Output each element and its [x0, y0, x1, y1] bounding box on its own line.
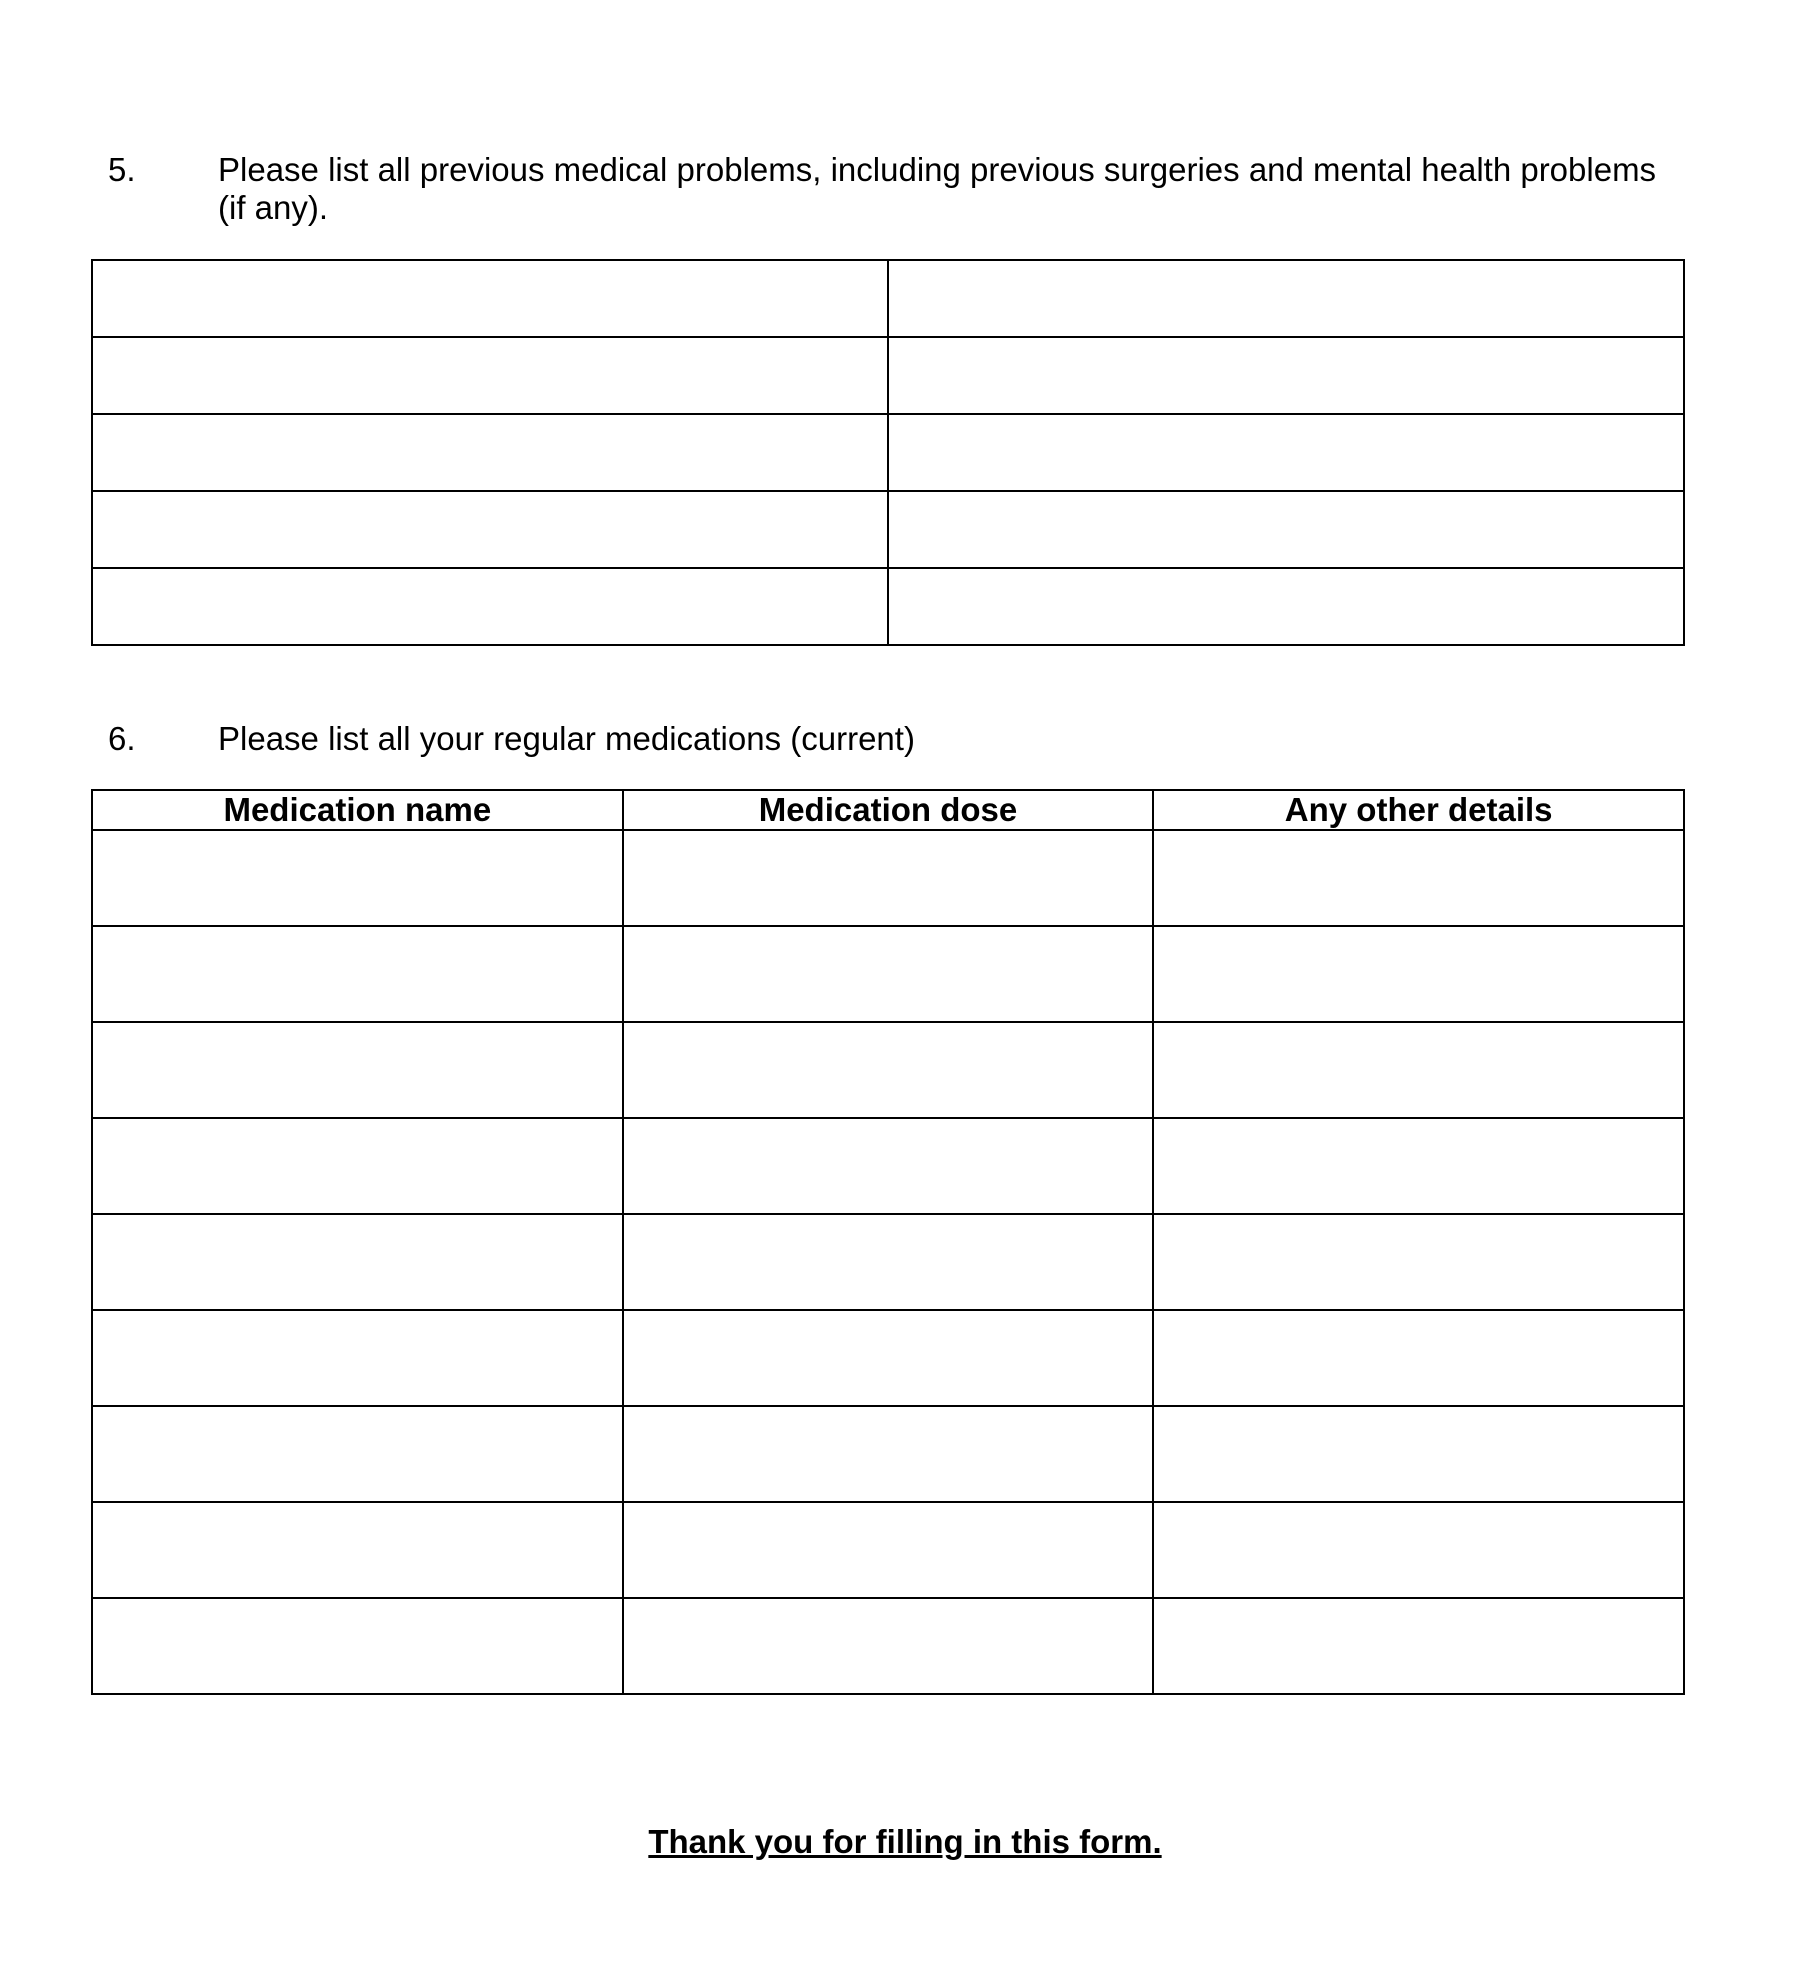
medication-row: [92, 1502, 1684, 1598]
other-details-cell[interactable]: [1153, 1406, 1684, 1502]
history-row: [92, 568, 1684, 645]
question-6-number: 6.: [108, 720, 136, 757]
history-row: [92, 337, 1684, 414]
header-medication-dose: Medication dose: [623, 790, 1154, 830]
question-6-text: Please list all your regular medications (current): [218, 720, 915, 757]
history-cell[interactable]: [92, 568, 888, 645]
other-details-cell[interactable]: [1153, 1118, 1684, 1214]
history-cell[interactable]: [888, 491, 1684, 568]
history-cell[interactable]: [92, 491, 888, 568]
history-cell[interactable]: [92, 337, 888, 414]
question-5-text: [218, 151, 1810, 227]
history-cell[interactable]: [92, 260, 888, 337]
history-row: [92, 260, 1684, 337]
medication-name-cell[interactable]: [92, 1598, 623, 1694]
medication-name-cell[interactable]: [92, 1502, 623, 1598]
other-details-cell[interactable]: [1153, 926, 1684, 1022]
medication-dose-cell[interactable]: [623, 1022, 1154, 1118]
medication-dose-cell[interactable]: [623, 1598, 1154, 1694]
medication-row: [92, 1406, 1684, 1502]
header-other-details: Any other details: [1153, 790, 1684, 830]
medication-row: [92, 830, 1684, 926]
history-cell[interactable]: [888, 414, 1684, 491]
medication-name-cell[interactable]: [92, 1022, 623, 1118]
medication-name-cell[interactable]: [92, 1118, 623, 1214]
medication-name-cell[interactable]: [92, 1310, 623, 1406]
question-5-number: 5.: [108, 151, 136, 188]
medication-row: [92, 1598, 1684, 1694]
other-details-cell[interactable]: [1153, 830, 1684, 926]
question-5-text-line2: (if any).: [218, 189, 329, 226]
medication-name-cell[interactable]: [92, 1214, 623, 1310]
medication-dose-cell[interactable]: [623, 1118, 1154, 1214]
medication-row: [92, 926, 1684, 1022]
header-medication-name: Medication name: [92, 790, 623, 830]
medication-dose-cell[interactable]: [623, 1502, 1154, 1598]
medication-dose-cell[interactable]: [623, 1406, 1154, 1502]
history-row: [92, 414, 1684, 491]
medications-table: [91, 789, 1685, 1695]
medication-dose-cell[interactable]: [623, 926, 1154, 1022]
medication-row: [92, 1214, 1684, 1310]
history-cell[interactable]: [888, 337, 1684, 414]
other-details-cell[interactable]: [1153, 1022, 1684, 1118]
medication-dose-cell[interactable]: [623, 1214, 1154, 1310]
question-5-text-line1: Please list all previous medical problems, including previous surgeries and mental health problems: [218, 151, 1657, 188]
medication-dose-cell[interactable]: [623, 1310, 1154, 1406]
other-details-cell[interactable]: [1153, 1214, 1684, 1310]
medication-dose-cell[interactable]: [623, 830, 1154, 926]
medications-header-row: [92, 790, 1684, 830]
medication-name-cell[interactable]: [92, 1406, 623, 1502]
medication-name-cell[interactable]: [92, 926, 623, 1022]
other-details-cell[interactable]: [1153, 1502, 1684, 1598]
other-details-cell[interactable]: [1153, 1310, 1684, 1406]
history-cell[interactable]: [888, 260, 1684, 337]
medication-row: [92, 1022, 1684, 1118]
medication-row: [92, 1310, 1684, 1406]
medication-name-cell[interactable]: [92, 830, 623, 926]
history-cell[interactable]: [888, 568, 1684, 645]
other-details-cell[interactable]: [1153, 1598, 1684, 1694]
medication-row: [92, 1118, 1684, 1214]
medical-history-table: [91, 259, 1685, 646]
history-cell[interactable]: [92, 414, 888, 491]
closing-message: Thank you for filling in this form.: [648, 1823, 1162, 1860]
history-row: [92, 491, 1684, 568]
